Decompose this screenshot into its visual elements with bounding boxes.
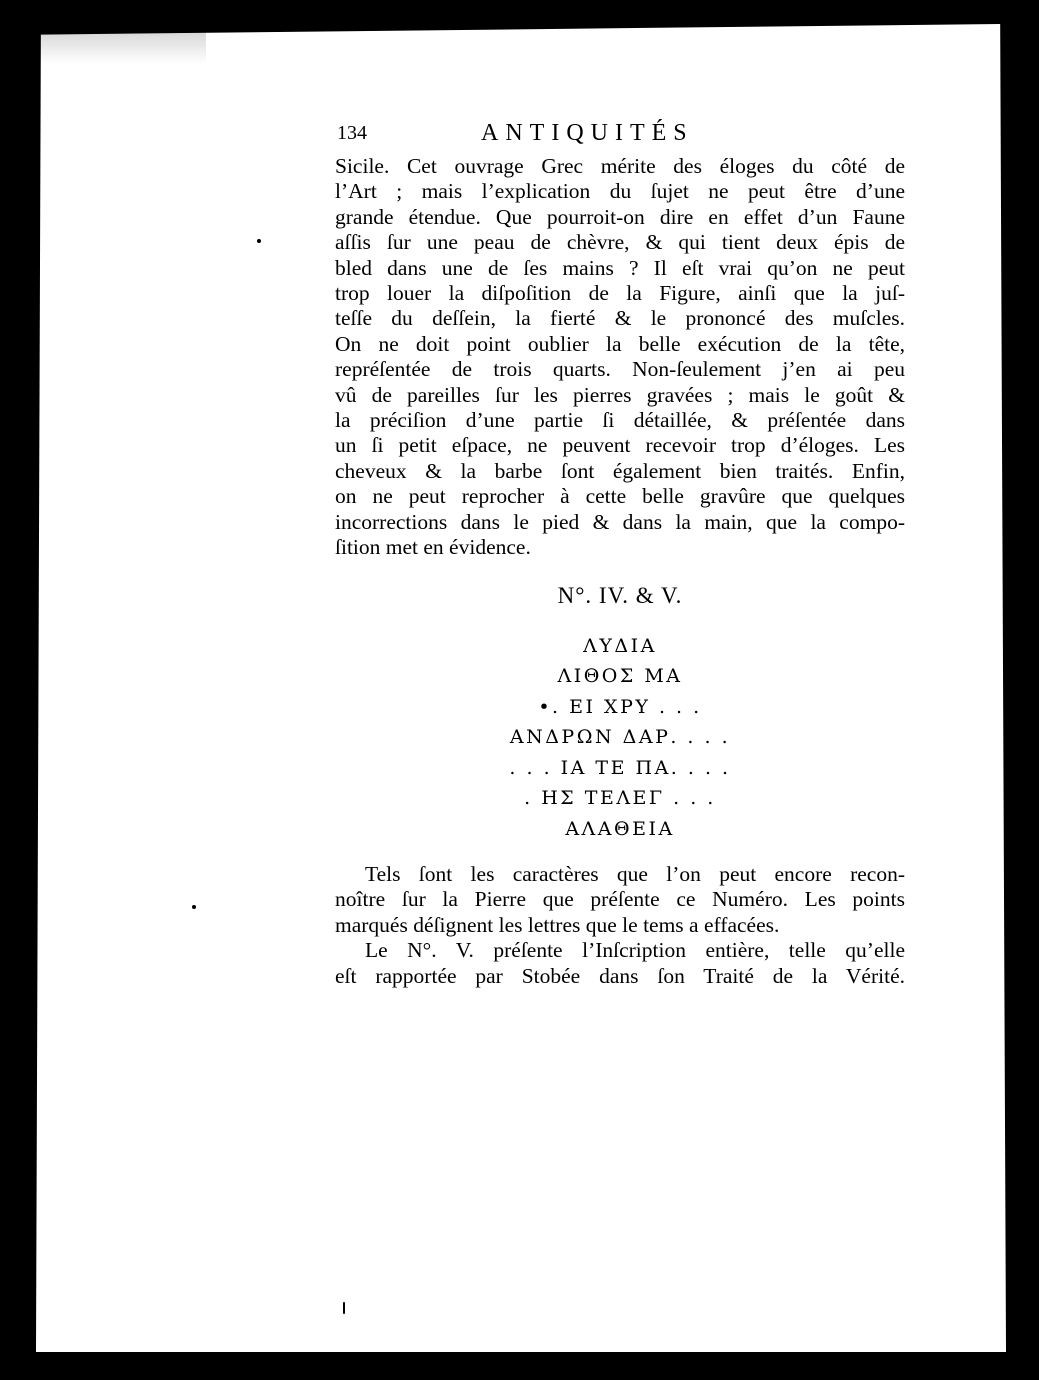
text-line: la préciſion d’une partie ſi détaillée, & préſentée dans bbox=[335, 408, 905, 433]
margin-speck bbox=[343, 1302, 345, 1314]
text-line: noître ſur la Pierre que préſente ce Numéro. Les points bbox=[335, 887, 905, 912]
page-number: 134 bbox=[337, 122, 367, 144]
text-line: bled dans une de ſes mains ? Il eſt vrai qu’on ne peut bbox=[335, 255, 905, 280]
paragraph-3 bbox=[335, 938, 905, 989]
greek-inscription bbox=[335, 631, 905, 845]
text-line: Le N°. V. préſente l’Inſcription entière, telle qu’elle bbox=[365, 938, 905, 963]
page-text bbox=[335, 120, 905, 989]
text-line: vû de pareilles ſur les pierres gravées ; mais le goût & bbox=[335, 382, 905, 407]
running-head bbox=[335, 120, 905, 154]
text-line: incorrections dans le pied & dans la main, que la compo- bbox=[335, 509, 905, 534]
text-line: un ſi petit eſpace, ne peuvent recevoir trop d’éloges. Les bbox=[335, 433, 905, 458]
text-line: ſition met en évidence. bbox=[335, 535, 531, 560]
text-line: trop louer la diſpoſition de la Figure, ainſi que la juſ- bbox=[335, 281, 905, 306]
text-line: Tels ſont les caractères que l’on peut encore recon- bbox=[365, 862, 905, 886]
text-line: teſſe du deſſein, la fierté & le prononcé des muſcles. bbox=[335, 306, 905, 331]
text-line: aſſis ſur une peau de chèvre, & qui tient deux épis de bbox=[335, 230, 905, 255]
text-line: marqués déſignent les lettres que le tems a effacées. bbox=[335, 912, 780, 937]
paragraph-2 bbox=[335, 862, 905, 938]
inscription-line: ΑΝΔΡΩΝ ΔΑΡ. . . . bbox=[509, 726, 731, 748]
section-heading: N°. IV. & V. bbox=[557, 582, 683, 608]
inscription-line: ΛΙΘΟΣ ΜΑ bbox=[557, 665, 683, 687]
text-line: On ne doit point oublier la belle exécution de la tête, bbox=[335, 331, 905, 356]
text-line: l’Art ; mais l’explication du ſujet ne peut être d’une bbox=[335, 179, 905, 204]
inscription-line: . ΗΣ ΤΕΛΕΓ . . . bbox=[524, 787, 716, 809]
page-edge-shadow bbox=[36, 24, 206, 64]
text-line: eſt rapportée par Stobée dans ſon Traité de la Vérité. bbox=[335, 963, 905, 988]
inscription-line: ΛΥΔΙΑ bbox=[583, 634, 657, 657]
text-line: on ne peut reprocher à cette belle gravûre que quelques bbox=[335, 484, 905, 509]
text-line: Sicile. Cet ouvrage Grec mérite des éloges du côté de bbox=[335, 154, 905, 178]
running-title: ANTIQUITÉS bbox=[481, 120, 694, 146]
text-line: cheveux & la barbe ſont également bien traités. Enfin, bbox=[335, 458, 905, 483]
inscription-line: •. ΕΙ ΧΡΥ . . . bbox=[538, 695, 702, 718]
text-line: grande étendue. Que pourroit-on dire en effet d’un Faune bbox=[335, 204, 905, 229]
inscription-line: ΑΛΑΘΕΙΑ bbox=[565, 817, 675, 840]
paragraph-1 bbox=[335, 154, 905, 561]
inscription-line: . . . ΙΑ ΤΕ ΠΑ. . . . bbox=[509, 756, 731, 779]
margin-speck bbox=[257, 239, 261, 243]
margin-speck bbox=[192, 905, 196, 909]
text-line: repréſentée de trois quarts. Non-ſeulement j’en ai peu bbox=[335, 357, 905, 382]
